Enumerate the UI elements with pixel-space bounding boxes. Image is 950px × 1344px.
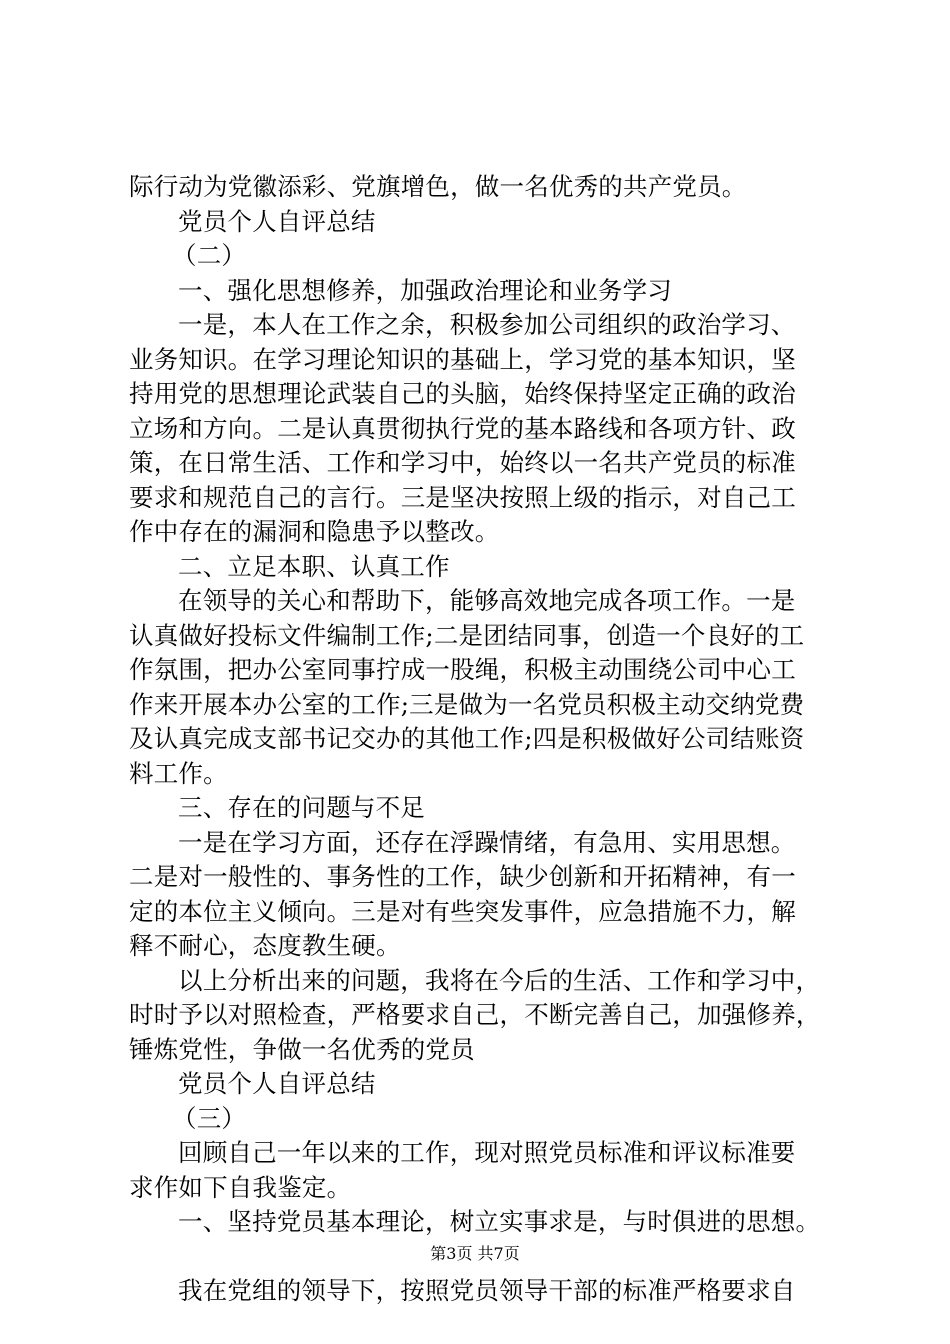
document-body xyxy=(129,170,844,1309)
text-line: 立场和方向。二是认真贯彻执行党的基本路线和各项方针、政 xyxy=(129,413,796,443)
text-line: 业务知识。在学习理论知识的基础上，学习党的基本知识，坚 xyxy=(129,344,796,374)
text-line: 释不耐心，态度教生硬。 xyxy=(129,931,401,960)
text-line: 一、坚持党员基本理论，树立实事求是，与时俱进的思想。 xyxy=(178,1207,821,1236)
text-line: 定的本位主义倾向。三是对有些突发事件，应急措施不力，解 xyxy=(129,896,796,926)
text-line: 料工作。 xyxy=(129,758,228,788)
text-line: 回顾自己一年以来的工作，现对照党员标准和评议标准要 xyxy=(178,1138,796,1167)
text-line: 一是，本人在工作之余，积极参加公司组织的政治学习、 xyxy=(178,310,796,339)
text-line: 认真做好投标文件编制工作;二是团结同事，创造一个良好的工 xyxy=(129,620,805,650)
text-line: 党员个人自评总结 xyxy=(178,1069,376,1098)
text-line: （三） xyxy=(172,1103,247,1133)
text-line: 时时予以对照检查，严格要求自己，不断完善自己，加强修养， xyxy=(129,1000,821,1029)
text-line: （二） xyxy=(172,241,247,270)
text-line: 一是在学习方面，还存在浮躁情绪，有急用、实用思想。 xyxy=(178,827,796,857)
text-line: 二、立足本职、认真工作 xyxy=(178,551,450,581)
text-line: 我在党组的领导下，按照党员领导干部的标准严格要求自 xyxy=(178,1276,796,1305)
text-line: 一、强化思想修养，加强政治理论和业务学习 xyxy=(178,275,672,305)
text-line: 党员个人自评总结 xyxy=(178,206,376,236)
text-line: 策，在日常生活、工作和学习中，始终以一名共产党员的标准 xyxy=(129,448,796,477)
text-line: 锤炼党性，争做一名优秀的党员 xyxy=(129,1034,475,1064)
text-line: 要求和规范自己的言行。三是坚决按照上级的指示，对自己工 xyxy=(129,482,796,512)
text-line: 际行动为党徽添彩、党旗增色，做一名优秀的共产党员。 xyxy=(129,172,747,201)
text-line: 作中存在的漏洞和隐患予以整改。 xyxy=(129,517,500,546)
text-line: 以上分析出来的问题，我将在今后的生活、工作和学习中， xyxy=(178,965,821,995)
page-footer: 第3页 共7页 xyxy=(430,1244,520,1263)
text-line: 在领导的关心和帮助下，能够高效地完成各项工作。一是 xyxy=(178,586,796,615)
text-line: 持用党的思想理论武装自己的头脑，始终保持坚定正确的政治 xyxy=(129,379,796,408)
text-line: 二是对一般性的、事务性的工作，缺少创新和开拓精神，有一 xyxy=(129,862,796,891)
text-line: 三、存在的问题与不足 xyxy=(178,793,425,822)
text-line: 作来开展本办公室的工作;三是做为一名党员积极主动交纳党费 xyxy=(129,689,805,719)
text-line: 作氛围，把办公室同事拧成一股绳，积极主动围绕公司中心工 xyxy=(129,655,796,684)
text-line: 及认真完成支部书记交办的其他工作;四是积极做好公司结账资 xyxy=(129,724,805,753)
text-line: 求作如下自我鉴定。 xyxy=(129,1172,352,1202)
